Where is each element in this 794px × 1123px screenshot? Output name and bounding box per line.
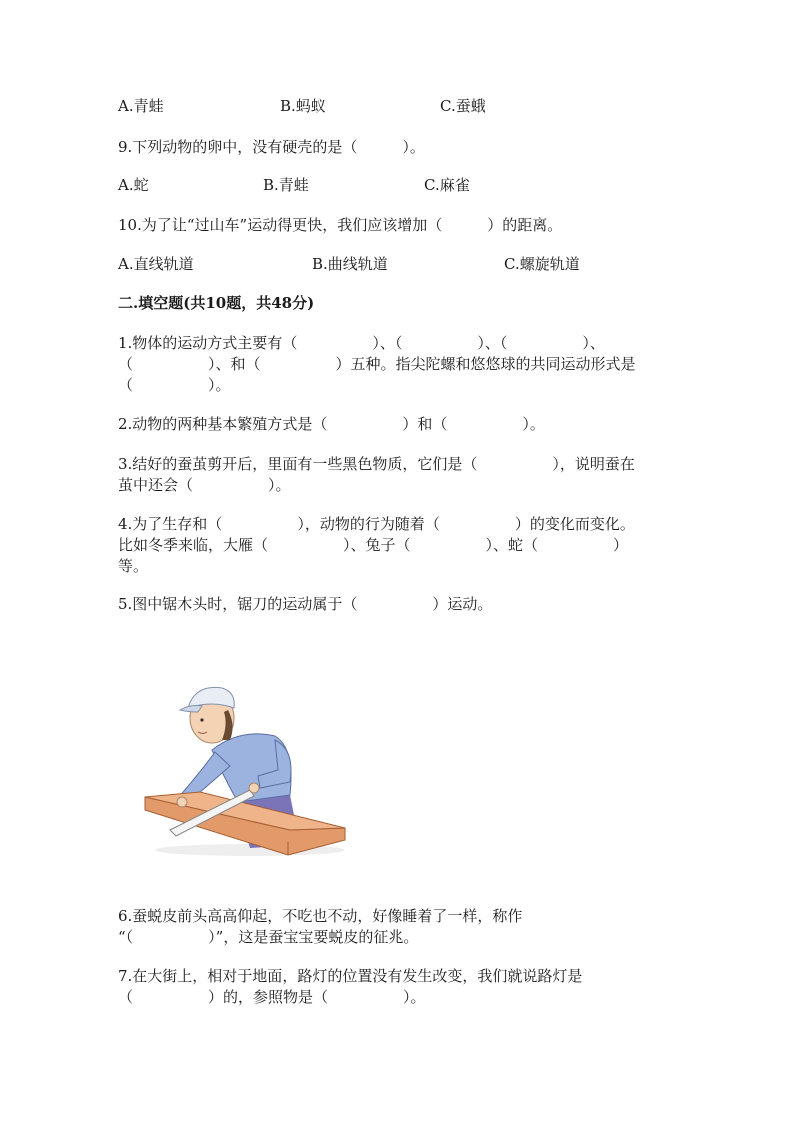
fill-q3-line-2: 茧中还会（ ）。 bbox=[118, 476, 291, 494]
section-heading: 二.填空题(共10题，共48分) bbox=[118, 294, 315, 312]
fill-q6-line-2: “（ ）”，这是蚕宝宝要蜕皮的征兆。 bbox=[118, 928, 419, 946]
sawing-wood-illustration bbox=[140, 670, 360, 865]
fill-q4-line-1: 4.为了生存和（ ），动物的行为随着（ ）的变化而变化。 bbox=[118, 515, 635, 533]
q8-option-a: A.青蛙 bbox=[118, 97, 164, 115]
fill-q4-line-2: 比如冬季来临，大雁（ ）、兔子（ ）、蛇（ ） bbox=[118, 536, 629, 554]
q9-stem: 9.下列动物的卵中，没有硬壳的是（ ）。 bbox=[118, 138, 425, 156]
fill-q1-line-2: （ ）、和（ ）五种。指尖陀螺和悠悠球的共同运动形式是 bbox=[118, 355, 636, 373]
q9-option-a: A.蛇 bbox=[118, 176, 149, 194]
fill-q6-line-1: 6.蚕蜕皮前头高高仰起，不吃也不动，好像睡着了一样，称作 bbox=[118, 907, 523, 925]
fill-q3-line-1: 3.结好的蚕茧剪开后，里面有一些黑色物质，它们是（ ），说明蚕在 bbox=[118, 455, 635, 473]
q8-option-c: C.蚕蛾 bbox=[440, 97, 486, 115]
q10-option-b: B.曲线轨道 bbox=[312, 255, 388, 273]
fill-q7-line-2: （ ）的，参照物是（ ）。 bbox=[118, 988, 426, 1006]
q9-option-c: C.麻雀 bbox=[424, 176, 470, 194]
q9-option-b: B.青蛙 bbox=[263, 176, 309, 194]
fill-q2-line-1: 2.动物的两种基本繁殖方式是（ ）和（ ）。 bbox=[118, 415, 545, 433]
fill-q1-line-3: （ ）。 bbox=[118, 376, 231, 394]
fill-q4-line-3: 等。 bbox=[118, 557, 149, 575]
q10-option-c: C.螺旋轨道 bbox=[504, 255, 580, 273]
fill-q7-line-1: 7.在大街上，相对于地面，路灯的位置没有发生改变，我们就说路灯是 bbox=[118, 967, 583, 985]
q8-option-b: B.蚂蚁 bbox=[280, 97, 326, 115]
q10-stem: 10.为了让“过山车”运动得更快，我们应该增加（ ）的距离。 bbox=[118, 216, 563, 234]
fill-q1-line-1: 1.物体的运动方式主要有（ ）、（ ）、（ ）、 bbox=[118, 334, 605, 352]
q10-option-a: A.直线轨道 bbox=[118, 255, 194, 273]
fill-q5-line-1: 5.图中锯木头时，锯刀的运动属于（ ）运动。 bbox=[118, 595, 493, 613]
